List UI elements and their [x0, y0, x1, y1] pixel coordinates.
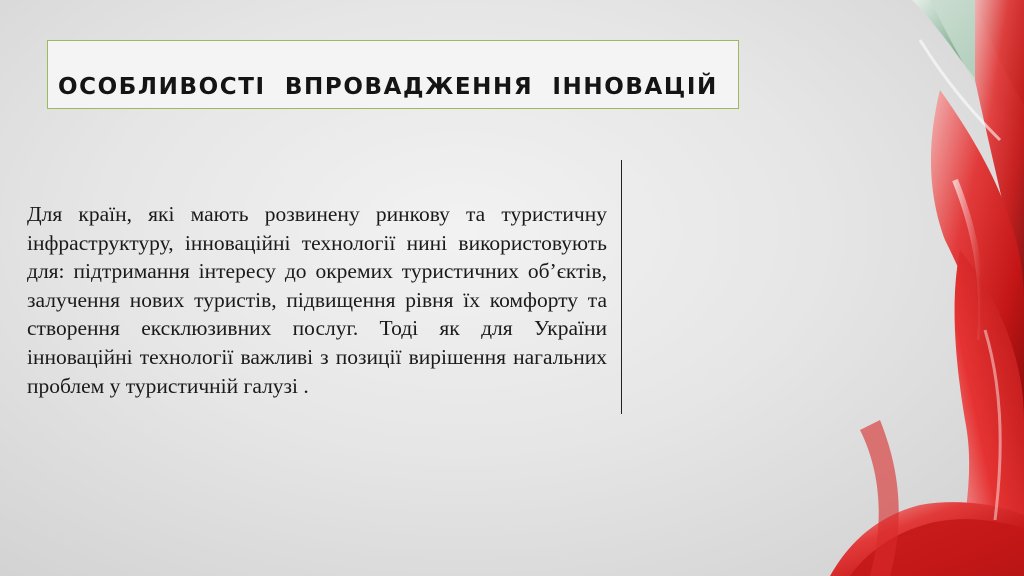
title-box — [47, 40, 739, 109]
slide-title: ОСОБЛИВОСТІ ВПРОВАДЖЕННЯ ІННОВАЦІЙ — [58, 74, 718, 100]
body-paragraph: Для країн, які мають розвинену ринкову та туристичну інфраструктуру, інноваційні технології нині використовують для: підтримання інтересу до окремих туристичних об’єктів, залучення нових туристів, підвищення рівня їх комфорту та створення ексклюзивних послуг. Тоді як для України інноваційні технології важливі з позиції вирішення нагальних проблем у туристичній галузі . — [27, 202, 607, 398]
vertical-divider — [621, 160, 622, 414]
